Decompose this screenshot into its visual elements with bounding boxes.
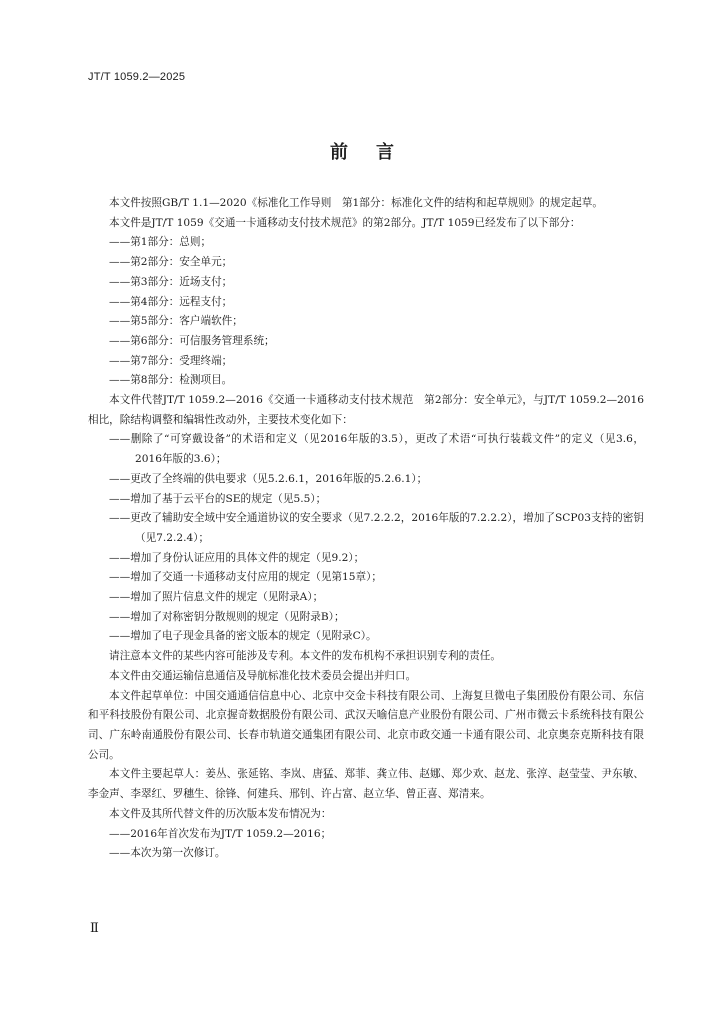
page-number: Ⅱ [90,921,99,936]
paragraph-proposer: 本文件由交通运输信息通信及导航标准化技术委员会提出并归口。 [109,669,417,682]
list-item-part: ——第3部分：近场支付； [109,275,233,288]
paragraph-replaces: 本文件代替JT/T 1059.2—2016《交通一卡通移动支付技术规范 第2部分：安全单元》，与JT/T 1059.2—2016相比，除结构调整和编辑性改动外，主要技术变化如下： [88,394,644,426]
list-item-change: ——增加了照片信息文件的规定（见附录A）； [109,591,324,604]
list-item-part: ——第4部分：远程支付； [109,295,233,308]
list-item-change: ——更改了全终端的供电要求（见5.2.6.1，2016年版的5.2.6.1）； [109,472,428,485]
paragraph-drafters: 本文件主要起草人：姜丛、张延铭、李岚、唐猛、郑菲、龚立伟、赵娜、郑少欢、赵龙、张淳、赵莹莹、尹东敏、李金声、李翠红、罗穗生、徐锋、何建兵、邢钊、许占富、赵立华、曾正喜、郑清来。 [88,768,644,801]
list-item-change: ——增加了交通一卡通移动支付应用的规定（见第15章）； [109,571,383,584]
list-item-change: ——更改了辅助安全域中安全通道协议的安全要求（见7.2.2.2，2016年版的7.2.2.2），增加了SCP03支持的密钥（见7.2.2.4）； [109,512,644,544]
list-item-change: ——删除了“可穿戴设备”的术语和定义（见2016年版的3.5），更改了术语“可执行装载文件”的定义（见3.6，2016年版的3.6）； [109,433,644,466]
list-item-history: ——本次为第一次修订。 [109,847,226,860]
list-item-part: ——第6部分：可信服务管理系统； [109,334,275,347]
list-item-change: ——增加了对称密钥分散规则的规定（见附录B）； [109,610,345,623]
list-item-change: ——增加了基于云平台的SE的规定（见5.5）； [109,492,327,505]
list-item-change: ——增加了电子现金具备的密文版本的规定（见附录C）。 [109,630,377,643]
paragraph-drafting-units: 本文件起草单位：中国交通通信信息中心、北京中交金卡科技有限公司、上海复旦微电子集团股份有限公司、东信和平科技股份有限公司、北京握奇数据股份有限公司、武汉天喻信息产业股份有限公司、广州市微云卡系统科技有限公司、广东岭南通股份有限公司、长春市轨道交通集团有限公司、北京市政交通一卡通有限公司、北京奥奈克斯科技有限公司。 [88,689,644,761]
list-item-part: ——第2部分：安全单元； [109,256,233,269]
paragraph-patent-notice: 请注意本文件的某些内容可能涉及专利。本文件的发布机构不承担识别专利的责任。 [109,650,501,663]
paragraph-history-intro: 本文件及其所代替文件的历次版本发布情况为： [109,807,332,820]
list-item-part: ——第8部分：检测项目。 [109,374,233,387]
list-item-part: ——第5部分：客户端软件； [109,315,243,328]
paragraph-drafting-rules: 本文件按照GB/T 1.1—2020《标准化工作导则 第1部分：标准化文件的结构和起草规则》的规定起草。 [109,197,603,209]
list-item-history: ——2016年首次发布为JT/T 1059.2—2016； [109,827,332,840]
foreword-body [88,194,644,864]
title-char-1: 前 [330,142,348,163]
list-item-part: ——第1部分：总则； [109,236,212,249]
paragraph-series-intro: 本文件是JT/T 1059《交通一卡通移动支付技术规范》的第2部分。JT/T 1059已经发布了以下部分： [109,216,581,229]
document-code: JT/T 1059.2—2025 [88,71,186,83]
list-item-part: ——第7部分：受理终端； [109,354,233,367]
title-char-2: 言 [376,142,394,163]
page-title [0,138,724,164]
list-item-change: ——增加了身份认证应用的具体文件的规定（见9.2）； [109,551,365,564]
